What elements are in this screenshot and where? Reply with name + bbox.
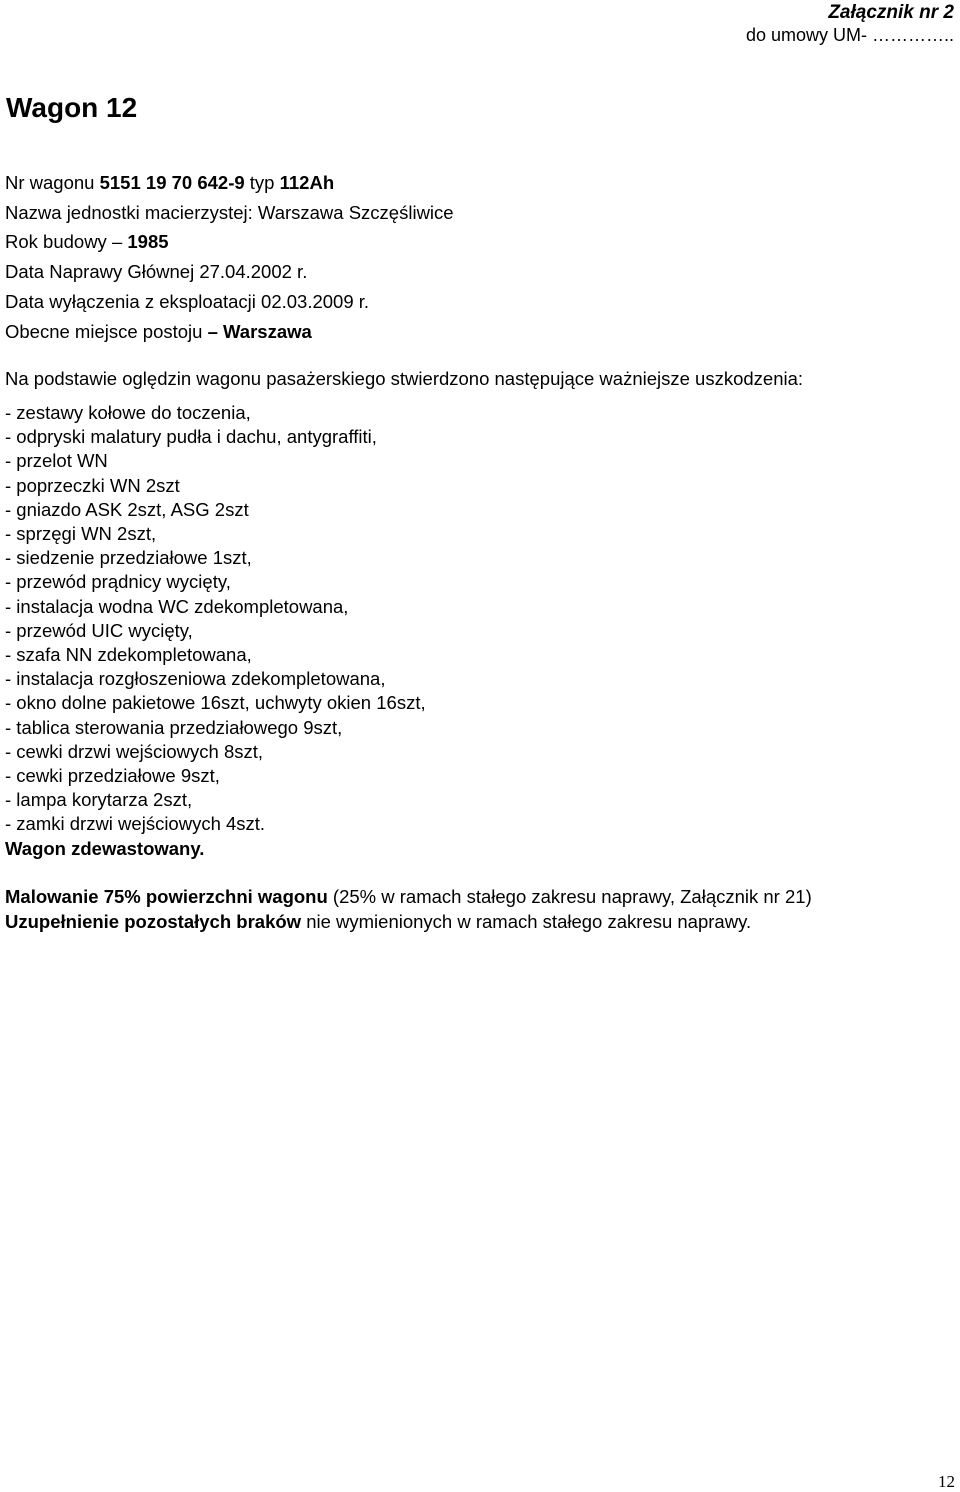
wagon-number-value: 5151 19 70 642-9 — [99, 172, 245, 193]
damage-item: - szafa NN zdekompletowana, — [5, 644, 252, 666]
damage-item: - sprzęgi WN 2szt, — [5, 523, 157, 545]
home-unit-row: Nazwa jednostki macierzystej: Warszawa Szczęśliwice — [5, 201, 454, 223]
damage-item: - siedzenie przedziałowe 1szt, — [5, 547, 252, 569]
repair-notes — [5, 884, 812, 934]
damage-item: - instalacja wodna WC zdekompletowana, — [5, 595, 349, 617]
wagon-number-label: Nr wagonu — [5, 172, 100, 193]
damage-item: - poprzeczki WN 2szt — [5, 474, 180, 496]
annex-title: Załącznik nr 2 — [828, 2, 954, 23]
build-year-row — [5, 227, 454, 257]
location-row — [5, 317, 454, 347]
inspection-intro: Na podstawie oględzin wagonu pasażerskiego stwierdzono następujące ważniejsze uszkodzenia: — [5, 368, 804, 389]
wagon-number-row — [5, 168, 454, 198]
wagon-type-value: 112Ah — [279, 172, 335, 193]
painting-note-rest: (25% w ramach stałego zakresu naprawy, Załącznik nr 21) — [327, 886, 812, 907]
location-label: Obecne miejsce postoju — [5, 320, 208, 342]
completion-note-bold: Uzupełnienie pozostałych braków — [5, 911, 302, 932]
damage-item: - zamki drzwi wejściowych 4szt. — [5, 813, 266, 835]
damage-item: - gniazdo ASK 2szt, ASG 2szt — [5, 498, 249, 520]
damage-item: - cewki drzwi wejściowych 8szt, — [5, 740, 264, 762]
painting-note — [5, 884, 812, 909]
location-value: – Warszawa — [207, 320, 312, 342]
damage-item: - przelot WN — [5, 450, 108, 472]
damage-item: - odpryski malatury pudła i dachu, antygraffiti, — [5, 426, 377, 448]
wagon-info — [5, 168, 454, 346]
build-year-value: 1985 — [127, 231, 169, 253]
verdict: Wagon zdewastowany. — [5, 838, 205, 859]
completion-note — [5, 909, 812, 934]
annex-subtitle: do umowy UM- ………….. — [745, 25, 954, 45]
damage-item: - okno dolne pakietowe 16szt, uchwyty okien 16szt, — [5, 692, 426, 714]
decommission-row: Data wyłączenia z eksploatacji 02.03.2009 r. — [5, 290, 370, 312]
damage-item: - tablica sterowania przedziałowego 9szt, — [5, 716, 343, 738]
document-title: Wagon 12 — [6, 92, 138, 123]
damage-item: - cewki przedziałowe 9szt, — [5, 765, 220, 787]
damage-item: - instalacja rozgłoszeniowa zdekompletowana, — [5, 668, 386, 690]
damage-item: - zestawy kołowe do toczenia, — [5, 402, 251, 423]
main-repair-row: Data Naprawy Głównej 27.04.2002 r. — [5, 261, 308, 283]
wagon-type-label: typ — [244, 172, 280, 193]
damage-item: - lampa korytarza 2szt, — [5, 789, 193, 811]
page-number: 12 — [938, 1472, 955, 1491]
damage-list — [5, 401, 426, 837]
annex-header — [746, 1, 954, 47]
damage-item: - przewód UIC wycięty, — [5, 619, 193, 641]
damage-item: - przewód prądnicy wycięty, — [5, 571, 231, 593]
build-year-label: Rok budowy – — [5, 231, 128, 253]
painting-note-bold: Malowanie 75% powierzchni wagonu — [5, 886, 328, 907]
completion-note-rest: nie wymienionych w ramach stałego zakresu naprawy. — [301, 911, 752, 932]
